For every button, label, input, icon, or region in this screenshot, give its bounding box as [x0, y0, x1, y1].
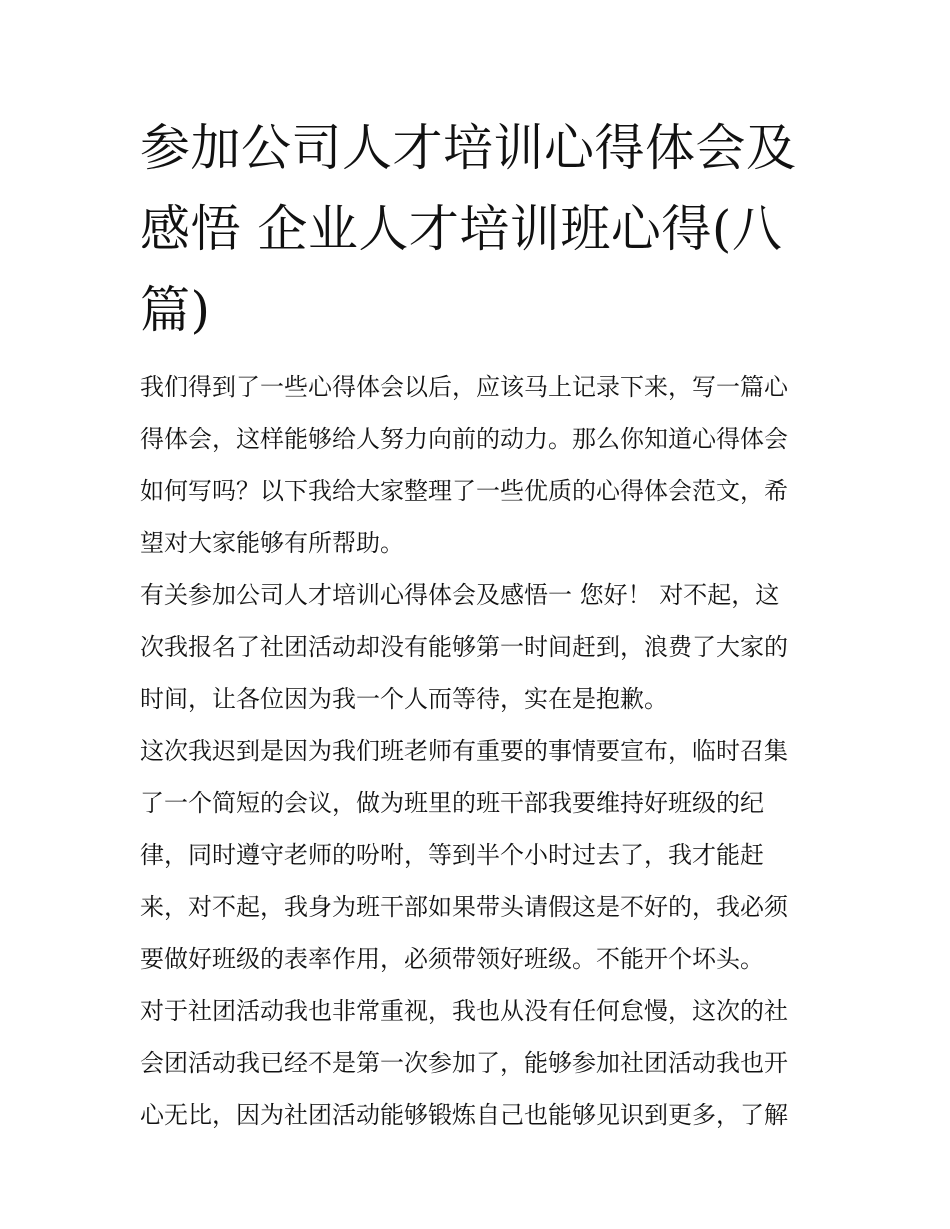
text-line: 次我报名了社团活动却没有能够第一时间赶到，浪费了大家的: [140, 633, 788, 661]
document-page: [140, 108, 816, 1141]
text-line: 会团活动我已经不是第一次参加了，能够参加社团活动我也开: [140, 1049, 788, 1077]
document-title: [140, 108, 816, 351]
text-line: 我们得到了一些心得体会以后，应该马上记录下来，写一篇心: [140, 373, 788, 401]
text-line: 这次我迟到是因为我们班老师有重要的事情要宣布，临时召集: [140, 737, 788, 765]
text-line: 如何写吗？以下我给大家整理了一些优质的心得体会范文，希: [140, 477, 788, 505]
text-line: 得体会，这样能够给人努力向前的动力。那么你知道心得体会: [140, 425, 788, 453]
text-line: 心无比，因为社团活动能够锻炼自己也能够见识到更多，了解: [140, 1101, 788, 1129]
text-line: 有关参加公司人才培训心得体会及感悟一 您好！ 对不起，这: [140, 581, 780, 609]
text-line: 律，同时遵守老师的吩咐，等到半个小时过去了，我才能赶: [140, 841, 764, 869]
text-line: 时间，让各位因为我一个人而等待，实在是抱歉。: [140, 685, 668, 713]
text-line: 望对大家能够有所帮助。: [140, 529, 404, 557]
body-paragraph-1: [140, 569, 816, 725]
body-paragraph-2: [140, 725, 816, 985]
text-line: 了一个简短的会议，做为班里的班干部我要维持好班级的纪: [140, 789, 764, 817]
text-line: 对于社团活动我也非常重视，我也从没有任何怠慢，这次的社: [140, 997, 788, 1025]
body-paragraph-3: [140, 985, 816, 1141]
title-line: 篇): [140, 281, 211, 339]
text-line: 要做好班级的表率作用，必须带领好班级。不能开个坏头。: [140, 945, 764, 973]
title-line: 感悟 企业人才培训班心得(八: [140, 200, 783, 258]
title-line: 参加公司人才培训心得体会及: [140, 119, 797, 177]
intro-paragraph: [140, 361, 816, 569]
text-line: 来，对不起，我身为班干部如果带头请假这是不好的，我必须: [140, 893, 788, 921]
